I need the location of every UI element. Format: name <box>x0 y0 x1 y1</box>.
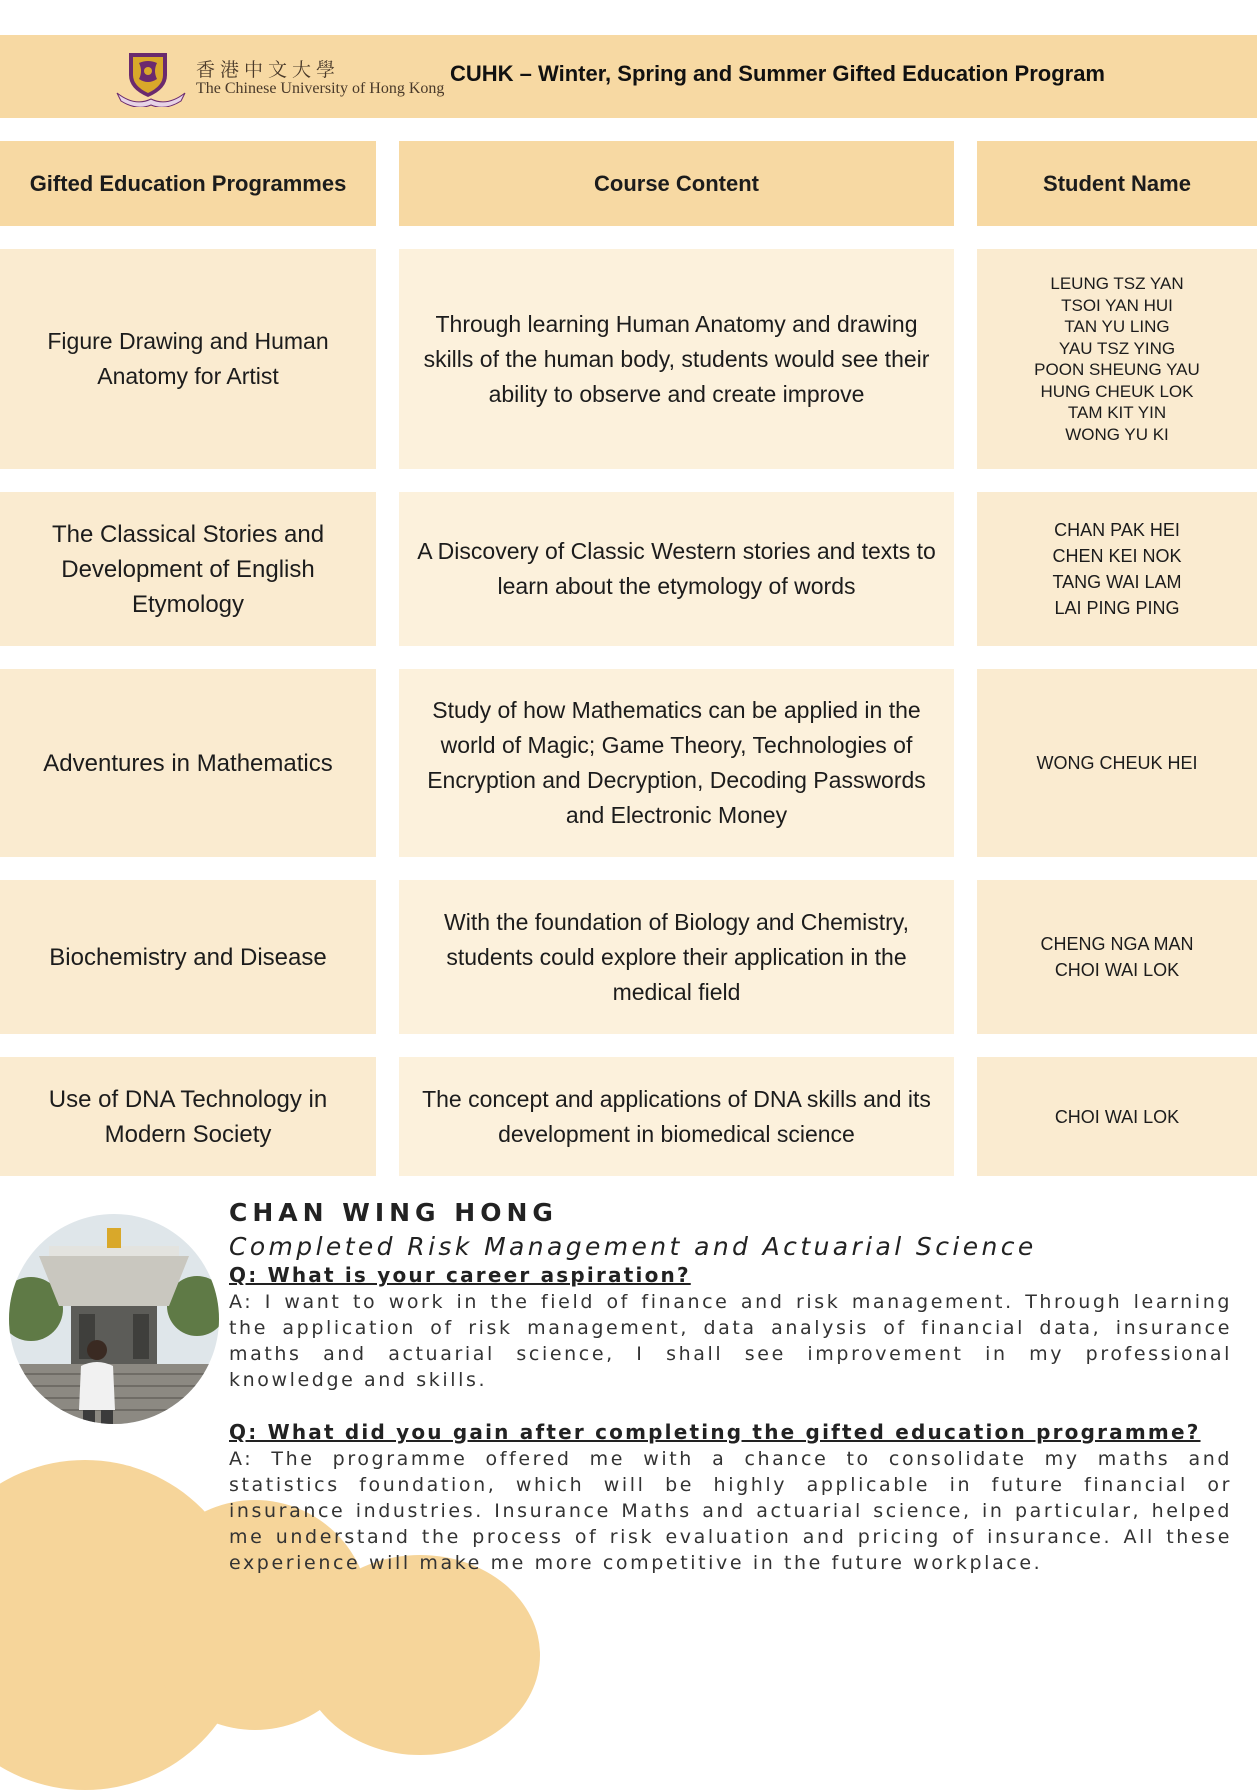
student-name: WONG CHEUK HEI <box>1036 753 1198 773</box>
student-testimonial-name: CHAN WING HONG <box>229 1198 558 1227</box>
content-cell: Study of how Mathematics can be applied in the world of Magic; Game Theory, Technologies of Encryption and Decryption, Decoding Passwords and Electronic Money <box>399 669 954 857</box>
completed-course: Completed Risk Management and Actuarial Science <box>229 1232 1037 1261</box>
answer-2: A: The programme offered me with a chance to consolidate my maths and statistics foundation, which will be highly applicable in future financial or insurance industries. Insurance Maths and actuarial science, in particular, helped me understand the process of risk evaluation and pricing of insurance. All these experience will make me more competitive in the future workplace. <box>229 1448 1232 1574</box>
logo-english-text: The Chinese University of Hong Kong <box>196 80 445 97</box>
student-name: HUNG CHEUK LOK <box>1040 381 1194 401</box>
student-name: POON SHEUNG YAU <box>1034 360 1200 379</box>
student-name: YAU TSZ YING <box>1058 338 1176 358</box>
students-cell <box>977 1057 1257 1176</box>
question-1: Q: What is your career aspiration? <box>229 1263 691 1287</box>
page-title: CUHK – Winter, Spring and Summer Gifted Education Program <box>450 61 1105 86</box>
column-header-programmes: Gifted Education Programmes <box>0 141 376 226</box>
students-cell <box>977 669 1257 857</box>
programme-cell: Figure Drawing and Human Anatomy for Artist <box>0 249 376 469</box>
content-cell: The concept and applications of DNA skills and its development in biomedical science <box>399 1057 954 1176</box>
student-name: CHAN PAK HEI <box>1054 520 1180 540</box>
header-banner <box>0 35 1257 118</box>
student-name: CHEN KEI NOK <box>1052 546 1182 566</box>
programme-cell: Adventures in Mathematics <box>0 669 376 857</box>
student-name: TSOI YAN HUI <box>1061 295 1173 315</box>
student-name: TAM KIT YIN <box>1067 403 1167 422</box>
students-cell <box>977 492 1257 646</box>
student-name: CHOI WAI LOK <box>1054 960 1180 980</box>
answer-1: A: I want to work in the field of finance and risk management. Through learning the application of risk management, data analysis of financial data, insurance maths and actuarial science, I shall see improvement in my professional knowledge and skills. <box>229 1291 1232 1391</box>
column-header-course-content: Course Content <box>399 141 954 226</box>
student-name: TANG WAI LAM <box>1052 572 1182 592</box>
programme-cell: Use of DNA Technology in Modern Society <box>0 1057 376 1176</box>
content-cell: With the foundation of Biology and Chemistry, students could explore their application in the medical field <box>399 880 954 1034</box>
student-name: CHENG NGA MAN <box>1040 934 1194 954</box>
student-photo <box>9 1214 219 1424</box>
content-cell: Through learning Human Anatomy and drawing skills of the human body, students would see their ability to observe and create improve <box>399 249 954 469</box>
student-name: LAI PING PING <box>1054 598 1180 618</box>
student-name: LEUNG TSZ YAN <box>1050 274 1184 293</box>
programme-cell: Biochemistry and Disease <box>0 880 376 1034</box>
programme-cell: The Classical Stories and Development of English Etymology <box>0 492 376 646</box>
cuhk-crest-logo <box>115 49 187 107</box>
student-name: CHOI WAI LOK <box>1054 1106 1180 1127</box>
decorative-blob <box>300 1555 540 1755</box>
students-cell <box>977 880 1257 1034</box>
question-2: Q: What did you gain after completing the gifted education programme? <box>229 1420 1201 1444</box>
logo-chinese-text: 香港中文大學 <box>196 59 341 81</box>
student-name: TAN YU LING <box>1064 317 1170 336</box>
content-cell: A Discovery of Classic Western stories and texts to learn about the etymology of words <box>399 492 954 646</box>
student-name: WONG YU KI <box>1065 424 1169 444</box>
column-header-student-name: Student Name <box>977 141 1257 226</box>
students-cell <box>977 249 1257 469</box>
